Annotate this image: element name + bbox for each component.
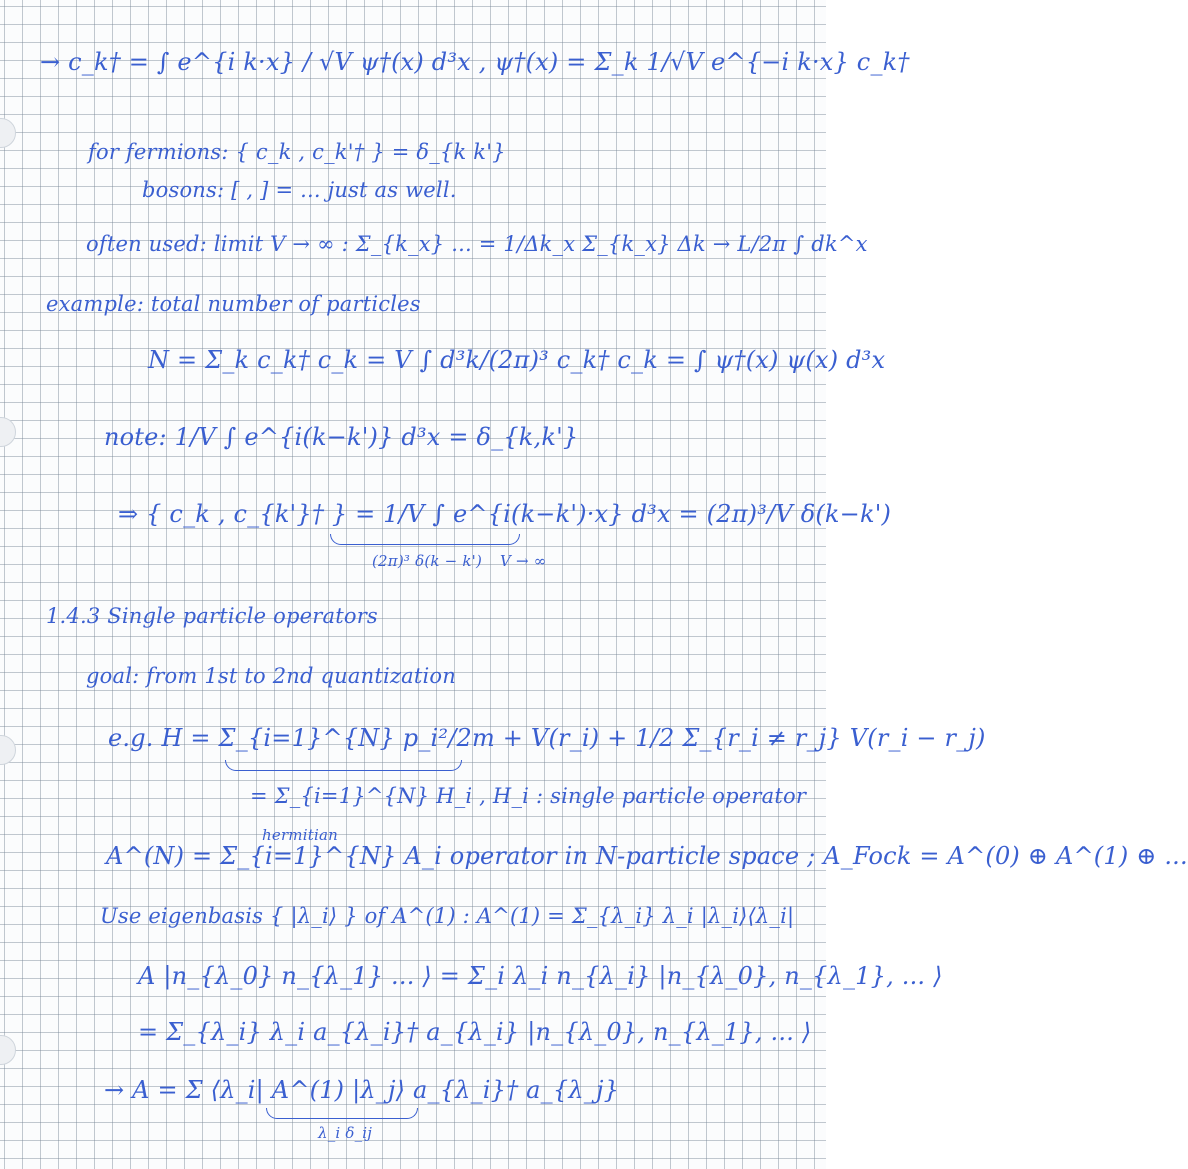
section-heading: 1.4.3 Single particle operators bbox=[46, 604, 378, 628]
limit-label: V → ∞ bbox=[500, 552, 547, 570]
equation-operator-result: → A = Σ ⟨λ_i| A^(1) |λ_j⟩ a_{λ_i}† a_{λ_j} bbox=[104, 1076, 620, 1104]
eigenbasis-line: Use eigenbasis { |λ_i⟩ } of A^(1) : A^(1) = Σ_{λ_i} λ_i |λ_i⟩⟨λ_i| bbox=[100, 904, 795, 928]
underbrace bbox=[330, 534, 520, 545]
equation-particle-number: N = Σ_k c_k† c_k = V ∫ d³k/(2π)³ c_k† c_k = ∫ ψ†(x) ψ(x) d³x bbox=[148, 346, 886, 374]
binder-hole bbox=[0, 1035, 16, 1065]
boson-commutator: bosons: [ , ] = ... just as well. bbox=[142, 178, 457, 202]
equation-n-particle-operator: A^(N) = Σ_{i=1}^{N} A_i operator in N-particle space ; A_Fock = A^(0) ⊕ A^(1) ⊕ ... bbox=[106, 842, 1188, 870]
note-delta: note: 1/V ∫ e^{i(k−k')} d³x = δ_{k,k'} bbox=[104, 423, 579, 451]
underbrace bbox=[266, 1108, 418, 1119]
underbrace-label-eigenvalue: λ_i δ_ij bbox=[318, 1124, 373, 1142]
binder-hole bbox=[0, 118, 16, 148]
equation-action-on-fock-state: A |n_{λ_0} n_{λ_1} ... ⟩ = Σ_i λ_i n_{λ_i} |n_{λ_0}, n_{λ_1}, ... ⟩ bbox=[138, 962, 943, 990]
equation-hamiltonian: e.g. H = Σ_{i=1}^{N} p_i²/2m + V(r_i) + 1/2 Σ_{r_i ≠ r_j} V(r_i − r_j) bbox=[108, 724, 986, 752]
underbrace bbox=[225, 760, 462, 771]
equation-anticommutator-continuum: ⇒ { c_k , c_{k'}† } = 1/V ∫ e^{i(k−k')·x} d³x = (2π)³/V δ(k−k') bbox=[118, 500, 892, 528]
example-heading: example: total number of particles bbox=[46, 292, 421, 316]
equation-creation-operator: → c_k† = ∫ e^{i k·x} / √V ψ†(x) d³x , ψ†(x) = Σ_k 1/√V e^{−i k·x} c_k† bbox=[40, 48, 910, 76]
binder-hole bbox=[0, 735, 16, 765]
binder-hole bbox=[0, 417, 16, 447]
fermion-anticommutator: for fermions: { c_k , c_k'† } = δ_{k k'} bbox=[88, 140, 506, 164]
hamiltonian-sum-note: = Σ_{i=1}^{N} H_i , H_i : single particle operator bbox=[250, 784, 807, 808]
equation-second-quantized-form: = Σ_{λ_i} λ_i a_{λ_i}† a_{λ_i} |n_{λ_0}, n_{λ_1}, ... ⟩ bbox=[138, 1018, 812, 1046]
annotation-hermitian: hermitian bbox=[262, 826, 338, 844]
underbrace-label-delta: (2π)³ δ(k − k') bbox=[372, 552, 483, 570]
continuum-limit: often used: limit V → ∞ : Σ_{k_x} ... = 1/Δk_x Σ_{k_x} Δk → L/2π ∫ dk^x bbox=[86, 232, 868, 256]
goal-line: goal: from 1st to 2nd quantization bbox=[86, 664, 457, 688]
